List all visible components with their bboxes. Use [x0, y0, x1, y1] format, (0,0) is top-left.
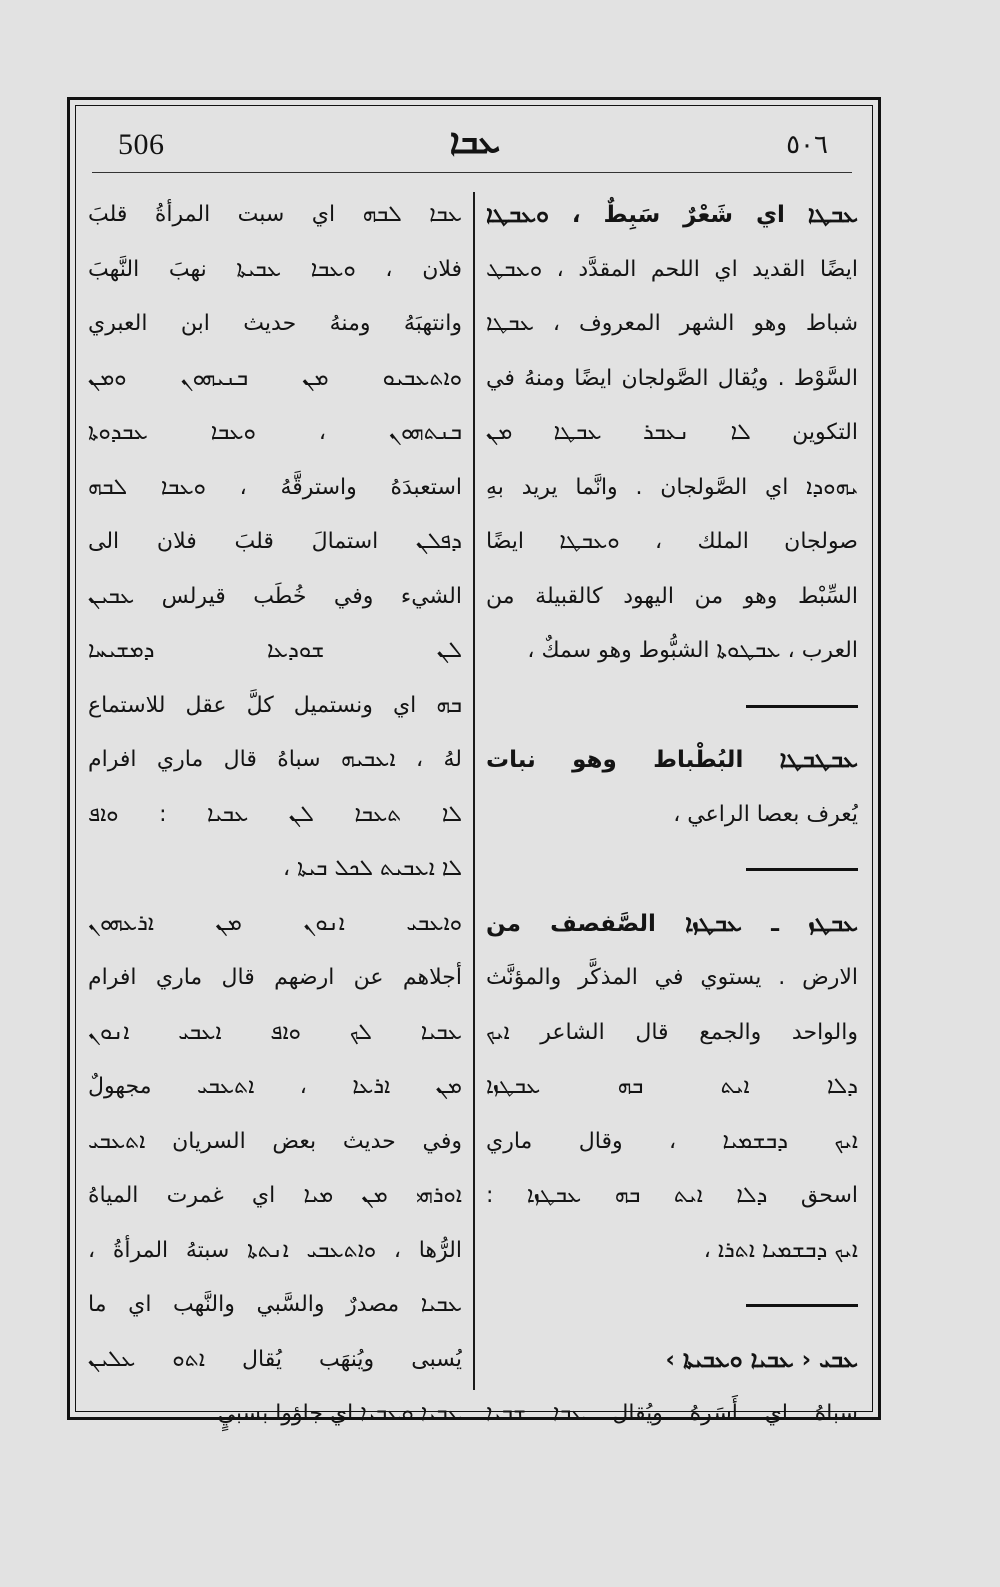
column-divider [473, 192, 475, 1390]
entry-line: ܕܦܠܢ استمالَ قلبَ فلان الى [88, 529, 462, 554]
entry-separator [486, 679, 858, 734]
entry-line: وفي حديث بعض السريان ܐܬܥܒܝ [88, 1128, 462, 1154]
entry-headword-line: ܥܒܝ ‹ ܥܒܝܐ ܘܥܒܝܬܐ › [665, 1346, 858, 1373]
entry-headword-line: ܥܒܛܙ ـ ܥܒܛܙܐ الصَّفصف من [486, 910, 858, 937]
entry-line: ܥܒܐ ܠܒܗ اي سبت المرأةُ قلبَ [88, 202, 462, 227]
entry-line: ܐܝܟ ܕܒܫܡܝܐ ، وقال ماري [486, 1128, 858, 1154]
separator-rule [746, 868, 858, 871]
entry-line: الارض . يستوي في المذكَّر والمؤنَّث [486, 965, 858, 990]
entry-line: ܝܗܘܕܐ اي الصَّولجان . وانَّما يريد بهِ [486, 474, 858, 500]
entry-line: استعبدَهُ واسترقَّهُ ، ܘܥܒܐ ܠܒܗ [88, 474, 462, 500]
entry-line: ܒܢܬܗܘܢ ، ܘܥܒܐ ܥܒܕܘܬܐ [88, 420, 462, 445]
entry-line: والواحد والجمع قال الشاعر ܐܝܟ [486, 1019, 858, 1045]
entry-line: ܠܐ ܐܥܒܝܬ ܠܟܠ ܒܝܬܐ ، [283, 856, 462, 881]
entry-line: ܠܐ ܬܥܒܐ ܠܢ ܥܒܝܐ : ܘܐܦ [88, 801, 462, 827]
entry-line: الشيء وفي خُطَب قيرلس ܥܒܝܢ [88, 583, 462, 609]
entry-headword-line: ܥܒܛܒܛܐ البُطْباط وهو نبات [486, 747, 858, 773]
left-column [88, 188, 462, 1442]
page-number-latin: 506 [118, 128, 165, 161]
entry-line: العرب ، ܥܒܛܘܬܐ الشبُّوط وهو سمكٌ ، [527, 638, 858, 663]
entry-line: صولجان الملك ، ܘܥܒܛܐ ايضًا [486, 529, 858, 554]
entry-line: يُسبى ويُنهَب يُقال ܐܬܘ ܥܠܝܢ [88, 1346, 462, 1372]
entry-line: ܘܐܥܒܝ ܐܢܘܢ ܡܢ ܐܪܥܗܘܢ [88, 910, 462, 936]
page-number-arabic: ٥٠٦ [786, 130, 828, 160]
entry-line: التكوين ܠܐ ܢܥܒܪ ܥܒܛܐ ܡܢ [486, 420, 858, 445]
entry-line: ܐܝܟ ܕܒܫܡܝܐ ܐܬܪܐ ، [703, 1237, 858, 1263]
entry-line: شباط وهو الشهر المعروف ، ܥܒܛܐ [486, 311, 858, 336]
entry-line: سباهُ اي أَسَرهُ ويُقال ܥܒܐ ܫܒܝܐ [486, 1401, 858, 1426]
entry-line: ܒܗ اي ونستميل كلَّ عقل للاستماع [88, 692, 462, 718]
entry-line: اسحق ܕܠܐ ܐܝܬ ܒܗ ܥܒܛܙܐ : [486, 1183, 858, 1208]
entry-line: ܠܢ ܫܘܕܥܐ ܕܡܫܝܚܐ [88, 638, 462, 663]
entry-line: أجلاهم عن ارضهم قال ماري افرام [88, 965, 462, 990]
entry-line: السَّوْط . ويُقال الصَّولجان ايضًا ومنهُ في [486, 365, 858, 391]
entry-separator [486, 1278, 858, 1333]
entry-line: ܥܒܝܐ ܘܥܒܝܐ اي جاؤوا بسبيٍ [217, 1401, 462, 1426]
entry-line: وانتهبَهُ ومنهُ حديث ابن العبري [88, 311, 462, 336]
entry-line: ܡܢ ܐܪܥܐ ، ܐܬܥܒܝ مجهولٌ [88, 1074, 462, 1099]
entry-line: لهُ ، ܐܥܒܝܗ سباهُ قال ماري افرام [88, 747, 462, 772]
entry-separator [486, 842, 858, 897]
entry-line: ܥܒܛܐ اي شَعْرٌ سَبِطٌ ، ܘܥܒܛܐ [486, 202, 858, 228]
entry-line: الرُّها ، ܘܐܬܥܒܝ ܐܢܬܬܐ سبتهُ المرأةُ ، [88, 1237, 462, 1263]
entry-line: ܕܠܐ ܐܝܬ ܒܗ ܥܒܛܙܐ [486, 1074, 858, 1099]
entry-line: يُعرف بعصا الراعي ، [673, 801, 858, 827]
entry-line: السِّبْط وهو من اليهود كالقبيلة من [486, 583, 858, 609]
entry-line: ܐܘܪܗܝ ܡܢ ܡܝܐ اي غمرت المياهُ [88, 1183, 462, 1208]
entry-line: فلان ، ܘܥܒܐ ܥܒܝܬܐ نهبَ النَّهبَ [88, 256, 462, 282]
entry-line: ܘܐܬܥܒܝܘ ܡܢ ܒܢܝܗܘܢ ܘܡܢ [88, 365, 462, 391]
page-header [80, 118, 870, 170]
separator-rule [746, 705, 858, 708]
entry-line: ܥܒܝܐ ܠܟ ܘܐܦ ܐܥܒܝ ܐܢܘܢ [88, 1019, 462, 1045]
separator-rule [746, 1304, 858, 1307]
running-head: ܥܒܐ [449, 122, 501, 162]
entry-line: ايضًا القديد اي اللحم المقدَّد ، ܘܥܒܛ [486, 256, 858, 282]
entry-line: ܥܒܝܐ مصدرٌ والسَّبي والنَّهب اي ما [88, 1292, 462, 1317]
header-rule [92, 172, 852, 173]
right-column [486, 188, 858, 1442]
